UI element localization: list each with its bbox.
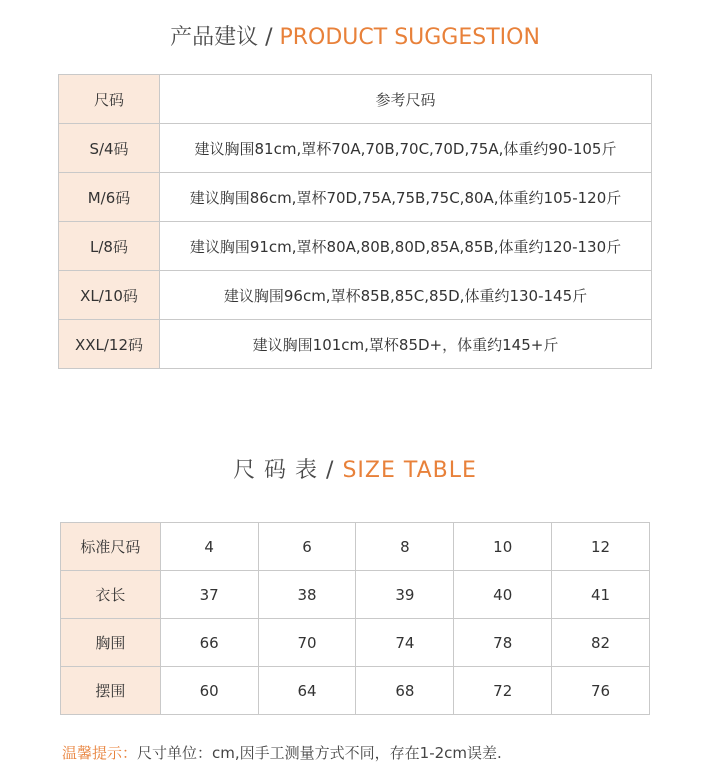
size-cell: XL/10码 <box>59 271 160 320</box>
title-cn: 尺 码 表 <box>233 458 319 483</box>
tip-text: 尺寸单位：cm,因手工测量方式不同，存在1-2cm误差. <box>137 744 502 762</box>
table-row <box>59 173 652 222</box>
tip-note <box>62 742 502 763</box>
table-row <box>61 571 650 619</box>
value-cell: 70 <box>258 619 356 667</box>
table-row <box>59 320 652 369</box>
size-table-title <box>0 453 710 484</box>
value-cell: 12 <box>552 523 650 571</box>
value-cell: 10 <box>454 523 552 571</box>
value-cell: 78 <box>454 619 552 667</box>
product-suggestion-table <box>58 74 652 369</box>
size-cell: XXL/12码 <box>59 320 160 369</box>
header-reference-size: 参考尺码 <box>160 75 652 124</box>
table-row <box>61 523 650 571</box>
product-suggestion-title <box>0 20 710 51</box>
table-row <box>59 222 652 271</box>
row-label: 胸围 <box>61 619 161 667</box>
title-separator: / <box>318 458 343 483</box>
row-label: 标准尺码 <box>61 523 161 571</box>
value-cell: 72 <box>454 667 552 715</box>
tip-label: 温馨提示： <box>62 744 138 762</box>
value-cell: 68 <box>356 667 454 715</box>
value-cell: 6 <box>258 523 356 571</box>
reference-cell: 建议胸围96cm,罩杯85B,85C,85D,体重约130-145斤 <box>160 271 652 320</box>
size-cell: M/6码 <box>59 173 160 222</box>
size-cell: S/4码 <box>59 124 160 173</box>
title-en: PRODUCT SUGGESTION <box>279 25 540 50</box>
table-row <box>61 667 650 715</box>
title-cn: 产品建议 <box>170 25 259 50</box>
row-label: 摆围 <box>61 667 161 715</box>
reference-cell: 建议胸围86cm,罩杯70D,75A,75B,75C,80A,体重约105-120斤 <box>160 173 652 222</box>
header-size: 尺码 <box>59 75 160 124</box>
value-cell: 41 <box>552 571 650 619</box>
value-cell: 82 <box>552 619 650 667</box>
value-cell: 40 <box>454 571 552 619</box>
title-separator: / <box>258 25 280 50</box>
value-cell: 64 <box>258 667 356 715</box>
value-cell: 76 <box>552 667 650 715</box>
reference-cell: 建议胸围101cm,罩杯85D+，体重约145+斤 <box>160 320 652 369</box>
value-cell: 8 <box>356 523 454 571</box>
table-row <box>61 619 650 667</box>
value-cell: 39 <box>356 571 454 619</box>
value-cell: 4 <box>160 523 258 571</box>
table-header-row <box>59 75 652 124</box>
table-row <box>59 124 652 173</box>
size-table <box>60 522 650 715</box>
reference-cell: 建议胸围91cm,罩杯80A,80B,80D,85A,85B,体重约120-130斤 <box>160 222 652 271</box>
size-cell: L/8码 <box>59 222 160 271</box>
value-cell: 74 <box>356 619 454 667</box>
row-label: 衣长 <box>61 571 161 619</box>
title-en: SIZE TABLE <box>342 458 477 483</box>
reference-cell: 建议胸围81cm,罩杯70A,70B,70C,70D,75A,体重约90-105斤 <box>160 124 652 173</box>
value-cell: 66 <box>160 619 258 667</box>
value-cell: 37 <box>160 571 258 619</box>
value-cell: 60 <box>160 667 258 715</box>
table-row <box>59 271 652 320</box>
value-cell: 38 <box>258 571 356 619</box>
